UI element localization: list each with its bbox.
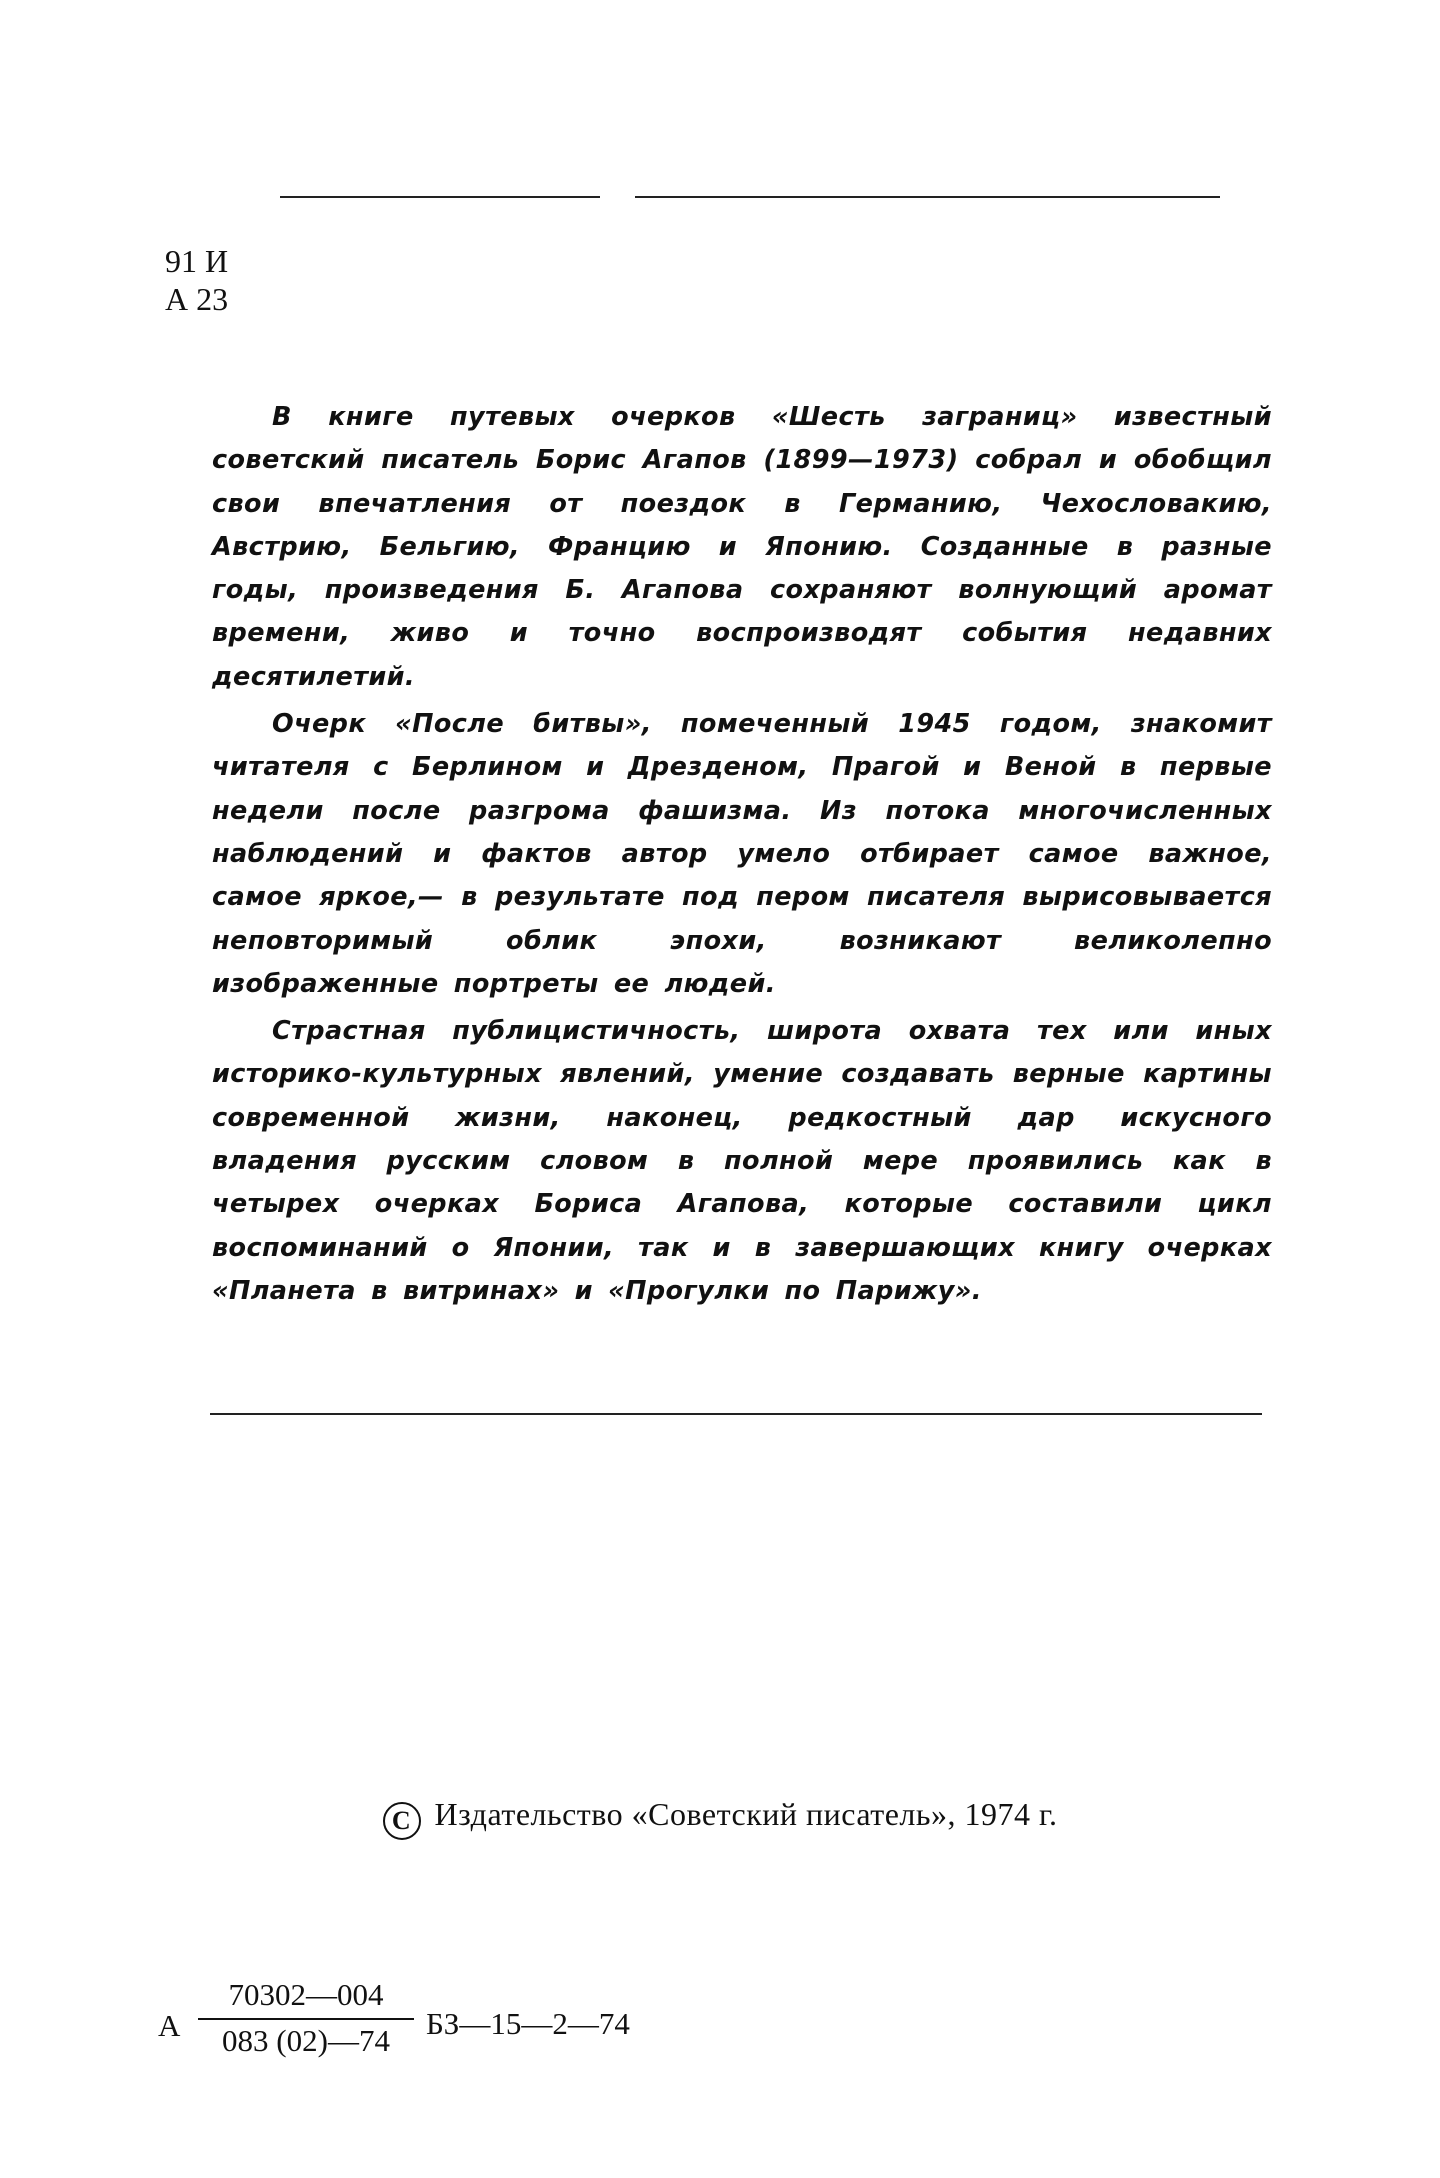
copyright-notice [0,1794,1440,1840]
index-letter: А [158,2008,181,2043]
index-fraction [198,1976,414,2060]
copyright-text: Издательство «Советский писатель», 1974 г. [434,1796,1058,1832]
index-denominator: 083 (02)—74 [222,2023,390,2058]
abstract-paragraph-1: В книге путевых очерков «Шесть заграниц» известный советский писатель Борис Агапов (1899—1973) собрал и обобщил свои впечатления от поездок в Германию, Чехословакию, Австрию, Бельгию, Францию и Японию. Созданные в разные годы, произведения Б. Агапова сохраняют волнующий аромат времени, живо и точно воспроизводят события недавних десятилетий. [212,402,1272,692]
top-rule-right [635,196,1220,198]
publication-index [158,1976,718,2076]
fraction-bar [198,2018,414,2020]
copyright-icon: C [383,1802,421,1840]
abstract-paragraph-3: Страстная публицистичность, широта охвата тех или иных историко-культурных явлений, умение создавать верные картины современной жизни, наконец, редкостный дар искусного владения русским словом в полной мере проявились как в четырех очерках Бориса Агапова, которые составили цикл воспоминаний о Японии, так и в завершающих книгу очерках «Планета в витринах» и «Прогулки по Парижу». [212,1016,1272,1306]
book-abstract [212,396,1272,1317]
top-rule-left [280,196,600,198]
classification-line-2: А 23 [165,281,229,317]
index-code: БЗ—15—2—74 [426,2006,630,2041]
index-numerator: 70302—004 [228,1977,384,2012]
classification-line-1: 91 И [165,243,229,279]
classification-code [165,242,228,318]
abstract-paragraph-2: Очерк «После битвы», помеченный 1945 годом, знакомит читателя с Берлином и Дрезденом, Прагой и Веной в первые недели после разгрома фашизма. Из потока многочисленных наблюдений и фактов автор умело отбирает самое важное, самое яркое,— в результате под пером писателя вырисовывается неповторимый облик эпохи, возникают великолепно изображенные портреты ее людей. [212,709,1272,999]
bottom-rule [210,1413,1262,1415]
